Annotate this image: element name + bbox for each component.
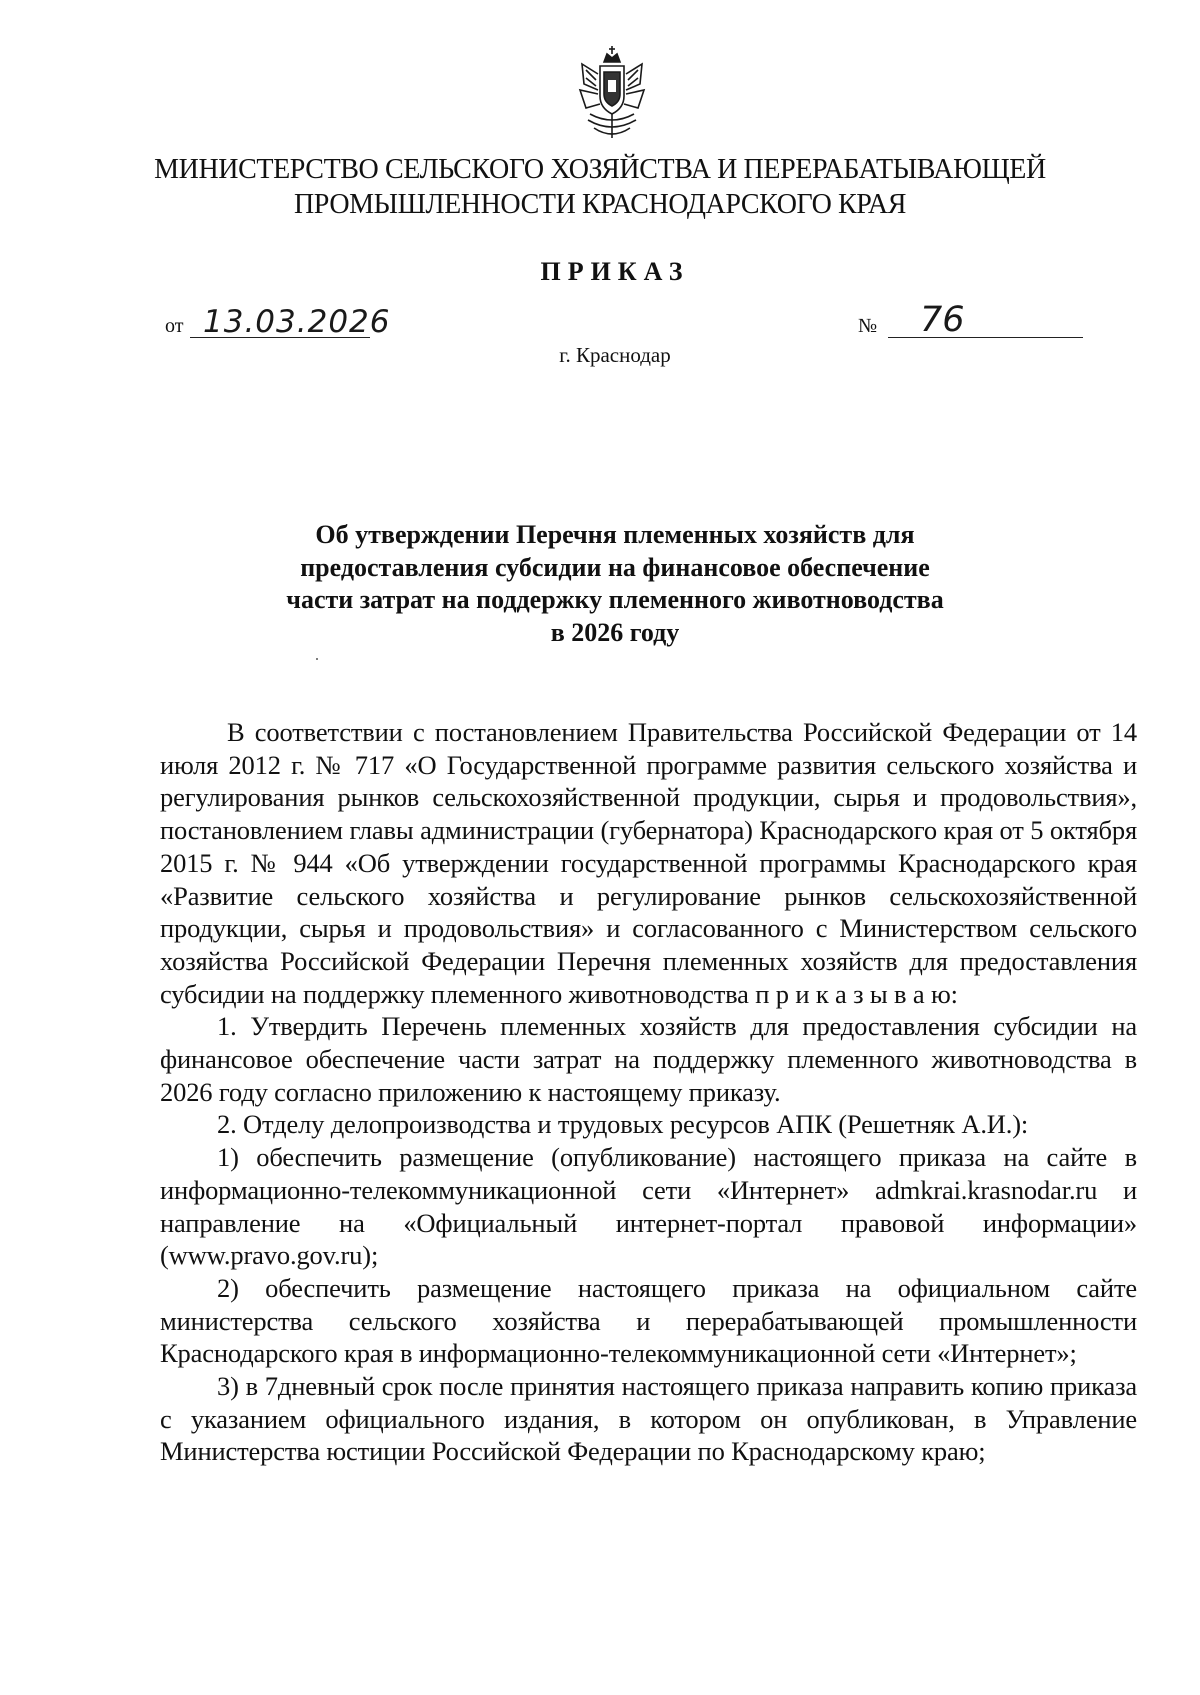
ministry-name-line2: ПРОМЫШЛЕННОСТИ КРАСНОДАРСКОГО КРАЯ (293, 189, 906, 220)
krasnodar-coat-of-arms-icon (574, 44, 650, 144)
handwritten-number: 76 (920, 300, 965, 340)
scan-speck (316, 658, 318, 660)
subject-line3: части затрат на поддержку племенного животноводства (286, 585, 944, 614)
order-number (858, 300, 1083, 342)
item-2-paragraph: 2. Отделу делопроизводства и трудовых ресурсов АПК (Решетняк А.И.): (217, 1109, 1029, 1140)
order-date (165, 302, 405, 342)
subject-line1: Об утверждении Перечня племенных хозяйств для (315, 520, 915, 549)
date-prefix: от (165, 315, 184, 337)
subject-line4: в 2026 году (550, 617, 680, 647)
ministry-name (120, 152, 1080, 222)
item-2-3-paragraph: 3) в 7дневный срок после принятия настоящего приказа направить копию приказа с указанием официального издания, в котором он опубликован, в Управление Министерства юстиции Российской Федерации по Краснодарскому краю; (160, 1371, 1137, 1467)
city-label: г. Краснодар (559, 343, 671, 367)
number-underline (888, 337, 1083, 338)
number-prefix: № (858, 315, 878, 337)
subject-line2: предоставления субсидии на финансовое обеспечение (300, 552, 930, 582)
order-subject (220, 519, 1010, 649)
item-2-2-paragraph: 2) обеспечить размещение настоящего приказа на официальном сайте министерства сельского хозяйства и перерабатывающей промышленности Краснодарского края в информационно-телекоммуникационной сети «Интернет»; (160, 1272, 1137, 1369)
document-type-title: ПРИКАЗ (540, 257, 690, 286)
order-body (160, 716, 1137, 1468)
handwritten-date: 13.03.2026 (203, 304, 391, 340)
item-2-1-paragraph: 1) обеспечить размещение (опубликование) настоящего приказа на сайте в информационно-телекоммуникационной сети «Интернет» admkrai.krasnodar.ru и направление на «Официальный интернет-портал правовой информации» (www.pravo.gov.ru); (160, 1142, 1137, 1271)
preamble-paragraph: В соответствии с постановлением Правительства Российской Федерации от 14 июля 2012 г. № 717 «О Государственной программе развития сельского хозяйства и регулирования рынков сельскохозяйственной продукции, сырья и продовольствия», постановлением главы администрации (губернатора) Краснодарского края от 5 октября 2015 г. № 944 «Об утверждении государственной программы Краснодарского края «Развитие сельского хозяйства и регулирование рынков сельскохозяйственной продукции, сырья и продовольствия» и согласованного с Министерством сельского хозяйства Российской Федерации Перечня племенных хозяйств для предоставления субсидии на поддержку племенного животноводства п р и к а з ы в а ю: (160, 717, 1137, 1009)
ministry-name-line1: МИНИСТЕРСТВО СЕЛЬСКОГО ХОЗЯЙСТВА И ПЕРЕРАБАТЫВАЮЩЕЙ (154, 154, 1046, 185)
item-1-paragraph: 1. Утвердить Перечень племенных хозяйств для предоставления субсидии на финансовое обеспечение части затрат на поддержку племенного животноводства в 2026 году согласно приложению к настоящему приказу. (160, 1011, 1137, 1107)
